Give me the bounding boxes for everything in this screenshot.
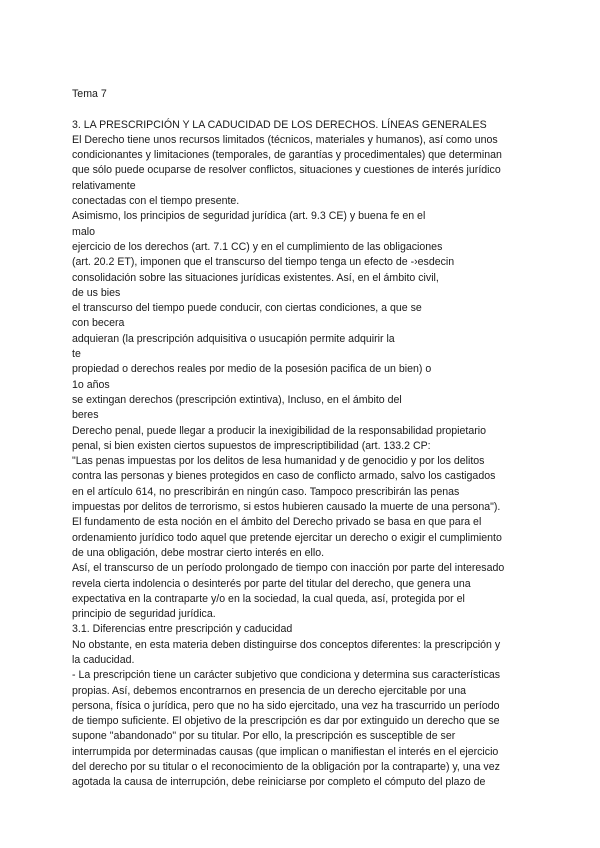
text-line: ordenamiento jurídico todo aquel que pretende ejercitar un derecho o exigir el cumplimiento — [72, 531, 502, 544]
text-line: revela cierta indolencia o desinterés por parte del titular del derecho, que genera una — [72, 577, 471, 590]
text-line: "Las penas impuestas por los delitos de lesa humanidad y de genocidio y por los delitos — [72, 455, 485, 468]
document-heading: Tema 7 — [72, 88, 107, 100]
text-line: adquieran (la prescripción adquisitiva o usucapión permite adquirir la — [72, 332, 395, 345]
document-body — [72, 87, 532, 791]
text-line: el transcurso del tiempo puede conducir, con ciertas condiciones, a que se — [72, 302, 422, 315]
text-line: contra las personas y bienes protegidos en caso de conflicto armado, salvo los castigados — [72, 470, 496, 483]
text-line: relativamente — [72, 179, 136, 192]
text-line: El fundamento de esta noción en el ámbito del Derecho privado se basa en que para el — [72, 516, 482, 529]
text-line: consolidación sobre las situaciones jurídicas existentes. Así, en el ámbito civil, — [72, 271, 439, 284]
text-line: conectadas con el tiempo presente. — [72, 195, 240, 208]
text-line: del derecho por su titular o el reconocimiento de la obligación por la contraparte) y, una vez — [72, 761, 500, 774]
text-line: con becera — [72, 317, 125, 330]
text-line: principio de seguridad jurídica. — [72, 608, 216, 621]
text-line: en el artículo 614, no prescribirán en ningún caso. Tampoco prescribirán las penas — [72, 485, 460, 498]
text-line: Derecho penal, puede llegar a producir la inexigibilidad de la responsabilidad propietario — [72, 424, 487, 437]
text-line: que sólo puede ocuparse de resolver conflictos, situaciones y cuestiones de interés jurídico — [72, 164, 501, 177]
text-line: propiedad o derechos reales por medio de la posesión pacifica de un bien) o — [72, 363, 432, 376]
text-line: de una obligación, debe mostrar cierto interés en ello. — [72, 546, 325, 559]
text-line: 3.1. Diferencias entre prescripción y caducidad — [72, 623, 293, 636]
text-line: - La prescripción tiene un carácter subjetivo que condiciona y determina sus características — [72, 669, 501, 682]
text-line: 1o años — [72, 378, 110, 391]
text-line: malo — [72, 225, 95, 238]
text-line: No obstante, en esta materia deben distinguirse dos conceptos diferentes: la prescripción y — [72, 638, 501, 651]
text-line: penal, si bien existen ciertos supuestos de imprescriptibilidad (art. 133.2 CP: — [72, 439, 431, 452]
text-line: impuestas por delitos de terrorismo, si estos hubieren causado la muerte de una persona"). — [72, 501, 501, 514]
text-line: condicionantes y limitaciones (temporales, de garantías y procedimentales) que determinan — [72, 149, 502, 162]
text-line: interrumpida por determinadas causas (que implican o manifiestan el interés en el ejercicio — [72, 745, 499, 758]
text-line: de tiempo suficiente. El objetivo de la prescripción es dar por extinguido un derecho que se — [72, 715, 500, 728]
blank-line — [72, 102, 532, 117]
text-line: agotada la causa de interrupción, debe reiniciarse por completo el cómputo del plazo de — [72, 776, 486, 789]
text-line: El Derecho tiene unos recursos limitados (técnicos, materiales y humanos), así como unos — [72, 133, 498, 146]
text-line: de us bies — [72, 286, 121, 299]
text-line: te — [72, 348, 81, 361]
text-line: propias. Así, debemos encontrarnos en presencia de un derecho ejercitable por una — [72, 684, 466, 697]
text-line: Así, el transcurso de un período prolongado de tiempo con inacción por parte del interesado — [72, 562, 505, 575]
text-line: (art. 20.2 ET), imponen que el transcurso del tiempo tenga un efecto de -›esdecin — [72, 256, 455, 269]
text-line: beres — [72, 409, 99, 422]
section-title: 3. LA PRESCRIPCIÓN Y LA CADUCIDAD DE LOS DERECHOS. LÍNEAS GENERALES — [72, 118, 487, 131]
text-line: supone "abandonado" por su titular. Por ello, la prescripción es susceptible de ser — [72, 730, 456, 743]
text-line: expectativa en la contraparte y/o en la sociedad, la cual queda, así, protegida por el — [72, 592, 465, 605]
text-line: se extingan derechos (prescripción extintiva), Incluso, en el ámbito del — [72, 393, 402, 406]
text-line: la caducidad. — [72, 653, 135, 666]
text-line: persona, física o jurídica, pero que no ha sido ejercitado, una vez ha trascurrido un período — [72, 699, 500, 712]
text-line: Asimismo, los principios de seguridad jurídica (art. 9.3 CE) y buena fe en el — [72, 210, 426, 223]
document-lines — [72, 118, 532, 791]
text-line: ejercicio de los derechos (art. 7.1 CC) y en el cumplimiento de las obligaciones — [72, 240, 443, 253]
